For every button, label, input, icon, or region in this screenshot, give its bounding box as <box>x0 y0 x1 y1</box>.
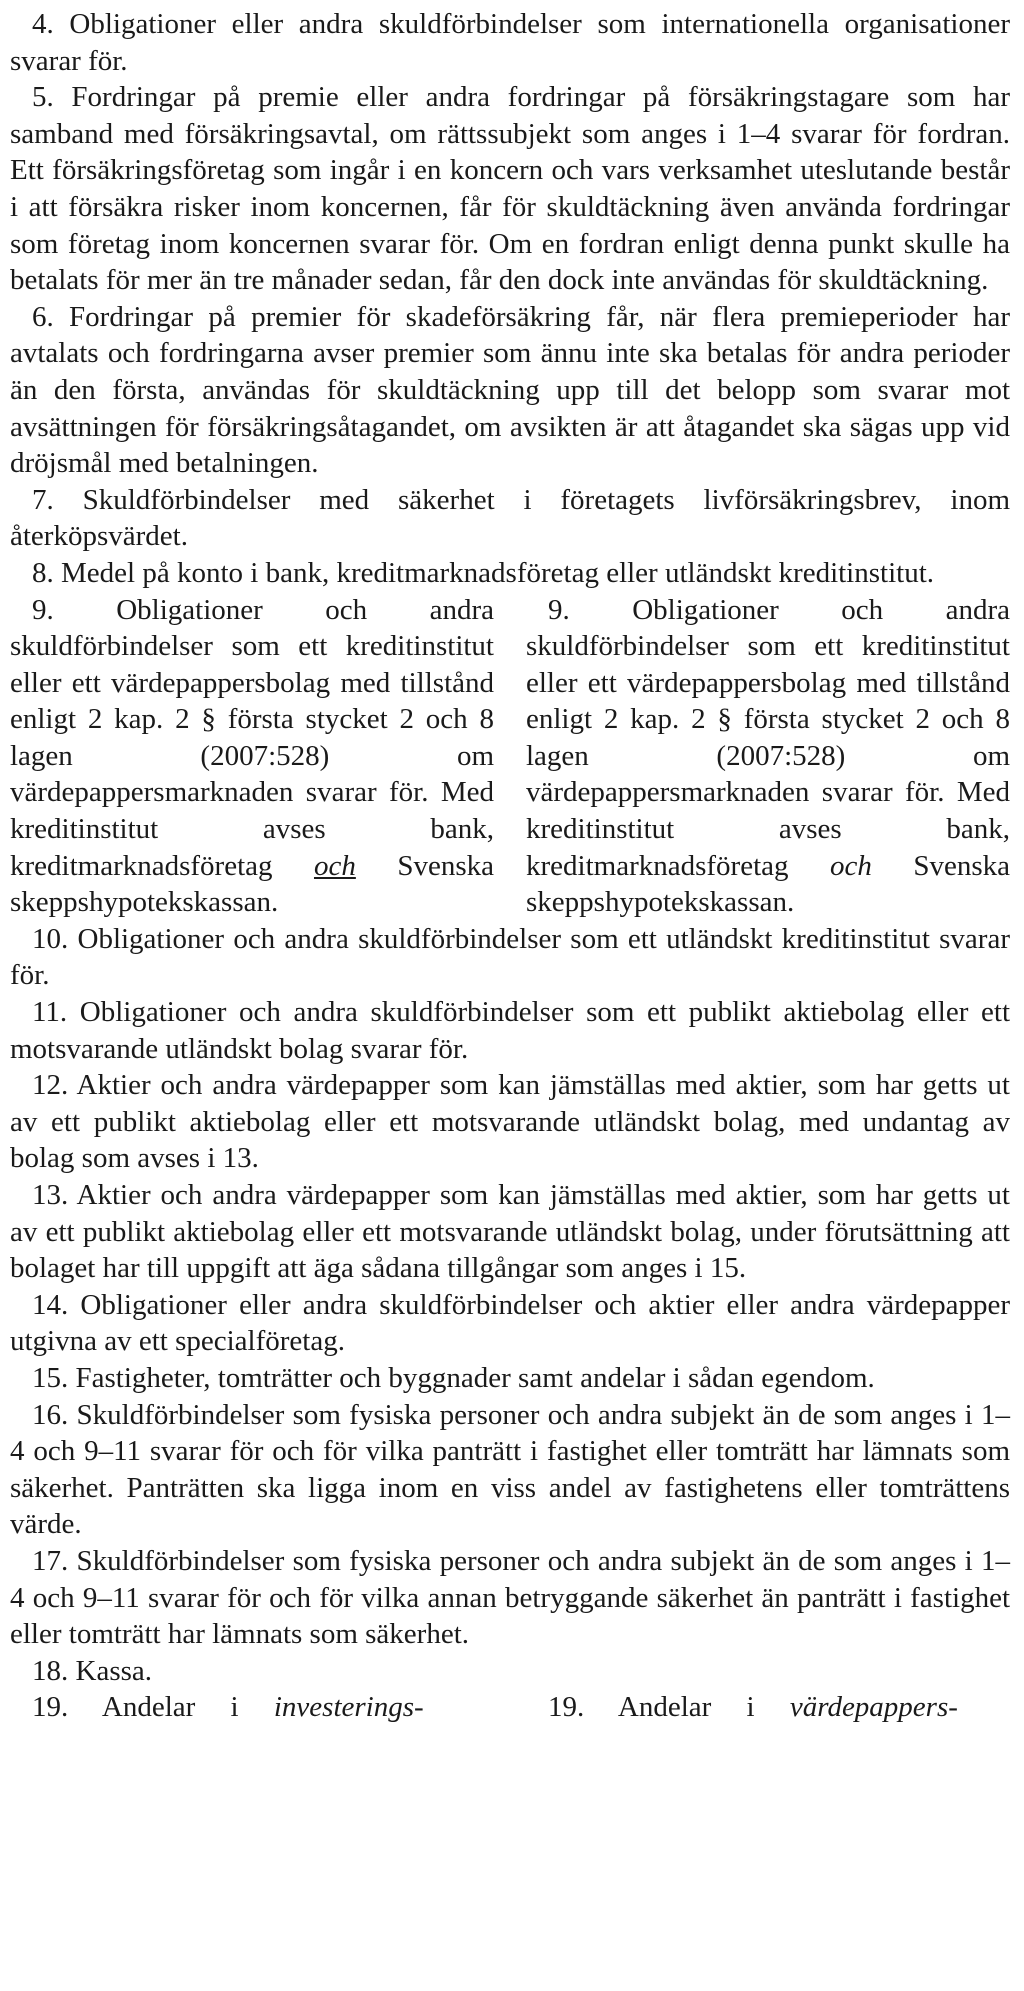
paragraph-8: 8. Medel på konto i bank, kreditmarknadsföretag eller utländskt kreditinstitut. <box>32 556 935 589</box>
paragraph-14: 14. Obligationer eller andra skuldförbindelser och aktier eller andra värdepapper utgivna av ett specialföretag. <box>10 1288 1010 1358</box>
paragraph-19-current-column <box>10 1689 494 1726</box>
paragraph-19-current-italic: investerings- <box>273 1691 424 1724</box>
paragraph-9-comparison <box>10 592 1010 921</box>
paragraph-9-current-text: 9. Obligationer och andra skuldförbindelser som ett kreditinstitut eller ett värdepappersbolag med tillstånd enligt 2 kap. 2 § första stycket 2 och 8 lagen (2007:528) om värdepappersmarknaden svarar för. Med kreditinstitut avses bank, kreditmarknadsföretag <box>10 593 494 882</box>
paragraph-9-proposed-changed-word: och <box>829 849 872 882</box>
paragraph-17: 17. Skuldförbindelser som fysiska personer och andra subjekt än de som anges i 1–4 och 9–11 svarar för och för vilka annan betryggande säkerhet än panträtt i fastighet eller tomträtt har lämnats som säkerhet. <box>10 1544 1010 1651</box>
paragraph-9-current-column <box>10 592 494 921</box>
paragraph-19-current-text: 19. Andelar i <box>32 1691 239 1724</box>
paragraph-9-current-changed-word: och <box>313 849 356 882</box>
paragraph-6: 6. Fordringar på premier för skadeförsäkring får, när flera premieperioder har avtalats och fordringarna avser premier som ännu inte ska betalas för andra perioder än den första, användas för skuldtäckning upp till det belopp som svarar mot avsättningen för försäkringsåtagandet, om avsikten är att åtagandet ska sägas upp vid dröjsmål med betalningen. <box>10 300 1010 480</box>
paragraph-18: 18. Kassa. <box>32 1654 153 1687</box>
paragraph-10: 10. Obligationer och andra skuldförbindelser som ett utländskt kreditinstitut svarar för. <box>10 922 1010 992</box>
paragraph-7: 7. Skuldförbindelser med säkerhet i företagets livförsäkringsbrev, inom återköpsvärdet. <box>10 483 1010 553</box>
paragraph-19-proposed-text: 19. Andelar i <box>548 1691 755 1724</box>
paragraph-9-current-end: Svenska skeppshypotekskassan. <box>10 849 494 919</box>
document-page <box>10 6 1010 1726</box>
paragraph-9-proposed-column <box>526 592 1010 921</box>
paragraph-9-proposed <box>526 592 1010 921</box>
paragraph-15: 15. Fastigheter, tomträtter och byggnader samt andelar i sådan egendom. <box>32 1361 875 1394</box>
paragraph-19-proposed <box>526 1689 1010 1726</box>
paragraph-13: 13. Aktier och andra värdepapper som kan jämställas med aktier, som har getts ut av ett publikt aktiebolag eller ett motsvarande utländskt bolag, under förutsättning att bolaget har till uppgift att äga sådana tillgångar som anges i 15. <box>10 1179 1010 1285</box>
paragraph-9-current <box>10 592 494 921</box>
paragraph-11: 11. Obligationer och andra skuldförbindelser som ett publikt aktiebolag eller ett motsvarande utländskt bolag svarar för. <box>10 996 1010 1065</box>
paragraph-16: 16. Skuldförbindelser som fysiska personer och andra subjekt än de som anges i 1–4 och 9–11 svarar för och för vilka panträtt i fastighet eller tomträtt har lämnats som säkerhet. Panträtten ska ligga inom en viss andel av fastighetens eller tomträttens värde. <box>10 1398 1010 1541</box>
paragraph-9-proposed-text: 9. Obligationer och andra skuldförbindelser som ett kreditinstitut eller ett värdepappersbolag med tillstånd enligt 2 kap. 2 § första stycket 2 och 8 lagen (2007:528) om värdepappersmarknaden svarar för. Med kreditinstitut avses bank, kreditmarknadsföretag <box>526 593 1010 882</box>
paragraph-19-proposed-italic: värdepappers- <box>789 1691 958 1724</box>
paragraph-19-comparison <box>10 1689 1010 1726</box>
paragraph-5: 5. Fordringar på premie eller andra fordringar på försäkringstagare som har samband med försäkringsavtal, om rättssubjekt som anges i 1–4 svarar för fordran. Ett försäkringsföretag som ingår i en koncern och vars verksamhet uteslutande består i att försäkra risker inom koncernen, får för skuldtäckning även använda fordringar som företag inom koncernen svarar för. Om en fordran enligt denna punkt skulle ha betalats för mer än tre månader sedan, får den dock inte användas för skuldtäckning. <box>10 81 1010 297</box>
paragraph-19-current <box>10 1689 494 1726</box>
paragraph-12: 12. Aktier och andra värdepapper som kan jämställas med aktier, som har getts ut av ett publikt aktiebolag eller ett motsvarande utländskt bolag, med undantag av bolag som avses i 13. <box>10 1069 1010 1175</box>
paragraph-19-proposed-column <box>526 1689 1010 1726</box>
paragraph-9-proposed-end: Svenska skeppshypotekskassan. <box>526 849 1010 919</box>
paragraph-4: 4. Obligationer eller andra skuldförbindelser som internationella organisationer svarar för. <box>10 8 1010 77</box>
